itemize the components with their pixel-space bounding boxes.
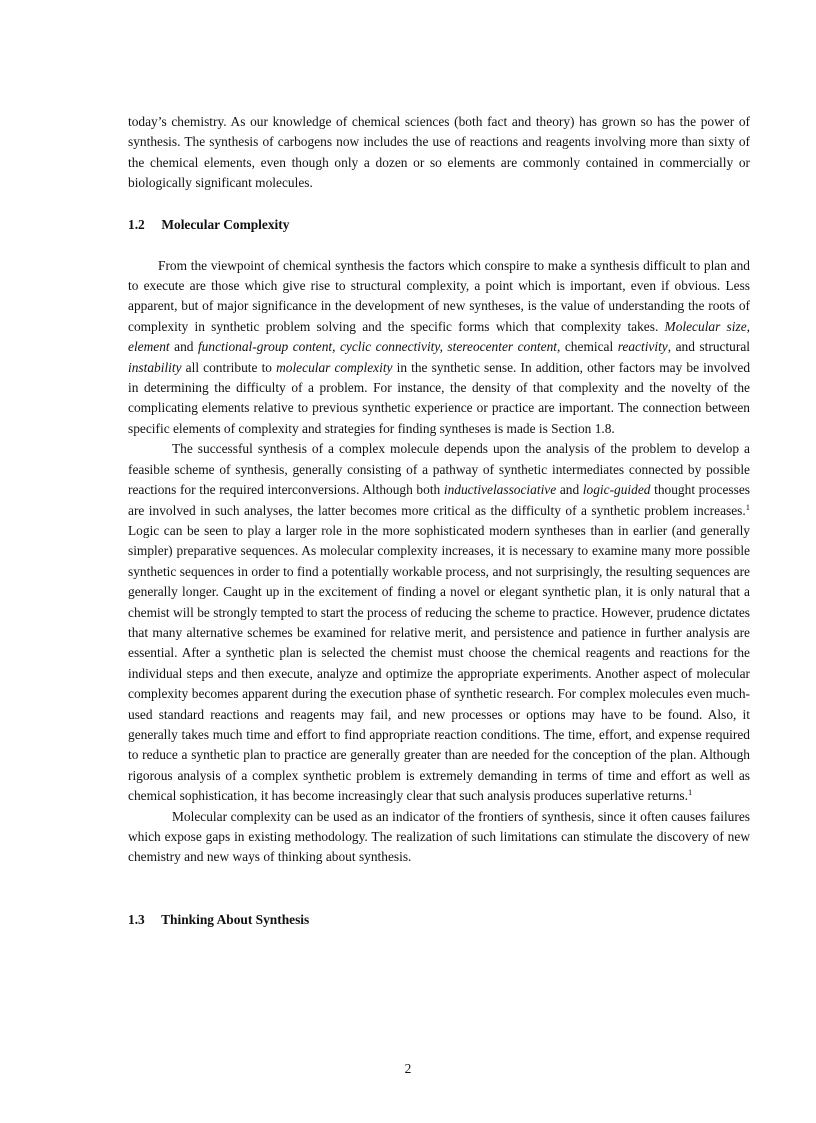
page-body — [128, 112, 750, 930]
page-number: 2 — [404, 1061, 412, 1076]
section-number: 1.2 — [128, 216, 145, 232]
paragraph-molecular-complexity-2: The successful synthesis of a complex molecule depends upon the analysis of the problem to develop a feasible scheme of synthesis, generally consisting of a pathway of synthetic intermediates connected by possible reactions for the required interconversions. Although both inductivelassociative and logic-guided thought processes are involved in such analyses, the latter becomes more critical as the difficulty of a synthetic problem increases.$^1$ Logic can be seen to play a larger role in the more sophisticated modern syntheses than in earlier (and generally simpler) preparative sequences. As molecular complexity increases, it is necessary to examine many more possible synthetic sequences in order to find a potentially workable process, and not surprisingly, the resulting sequences are generally longer. Caught up in the excitement of finding a novel or elegant synthetic plan, it is only natural that a chemist will be strongly tempted to start the process of reducing the scheme to practice. However, prudence dictates that many alternative schemes be examined for relative merit, and persistence and patience in further analysis are essential. After a synthetic plan is selected the chemist must choose the chemical reagents and reactions for the individual steps and then execute, analyze and optimize the appropriate experiments. Another aspect of molecular complexity becomes apparent during the execution phase of synthetic research. For complex molecules even much-used standard reactions and reagents may fail, and new processes or options may have to be found. Also, it generally takes much time and effort to find appropriate reaction conditions. The time, effort, and expense required to reduce a synthetic plan to practice are generally greater than are needed for the conception of the plan. Although rigorous analysis of a complex synthetic problem is extremely demanding in terms of time and effort as well as chemical sophistication, it has become increasingly clear that such analysis produces superlative returns.$^1$ — [128, 441, 750, 804]
section-heading-1-2 — [128, 215, 750, 235]
paragraph-intro-continued: today’s chemistry. As our knowledge of chemical sciences (both fact and theory) has grown so has the power of synthesis. The synthesis of carbogens now includes the use of reactions and reagents involving more than sixty of the chemical elements, even though only a dozen or so elements are commonly contained in commercially or biologically significant molecules. — [128, 114, 750, 191]
citation-superscript: 1 — [745, 501, 750, 512]
section-title: Molecular Complexity — [161, 216, 290, 232]
section-number: 1.3 — [128, 911, 145, 927]
citation-superscript: 1 — [688, 787, 693, 798]
section-heading-1-3 — [128, 910, 750, 930]
section-title: Thinking About Synthesis — [161, 911, 310, 927]
paragraph-molecular-complexity-1: From the viewpoint of chemical synthesis the factors which conspire to make a synthesis difficult to plan and to execute are those which give rise to structural complexity, a point which is important, even if obvious. Less apparent, but of major significance in the development of new syntheses, is the value of understanding the roots of complexity in synthetic problem solving and the specific forms which that complexity takes. Molecular size, element and functional-group content, cyclic connectivity, stereocenter content, chemical reactivity, and structural instability all contribute to molecular complexity in the synthetic sense. In addition, other factors may be involved in determining the difficulty of a problem. For instance, the density of that complexity and the novelty of the complicating elements relative to previous synthetic experience or practice are important. The connection between specific elements of complexity and strategies for finding syntheses is made is Section 1.8. — [128, 257, 751, 436]
paragraph-molecular-complexity-3: Molecular complexity can be used as an indicator of the frontiers of synthesis, since it often causes failures which expose gaps in existing methodology. The realization of such limitations can stimulate the discovery of new chemistry and new ways of thinking about synthesis. — [128, 808, 750, 865]
